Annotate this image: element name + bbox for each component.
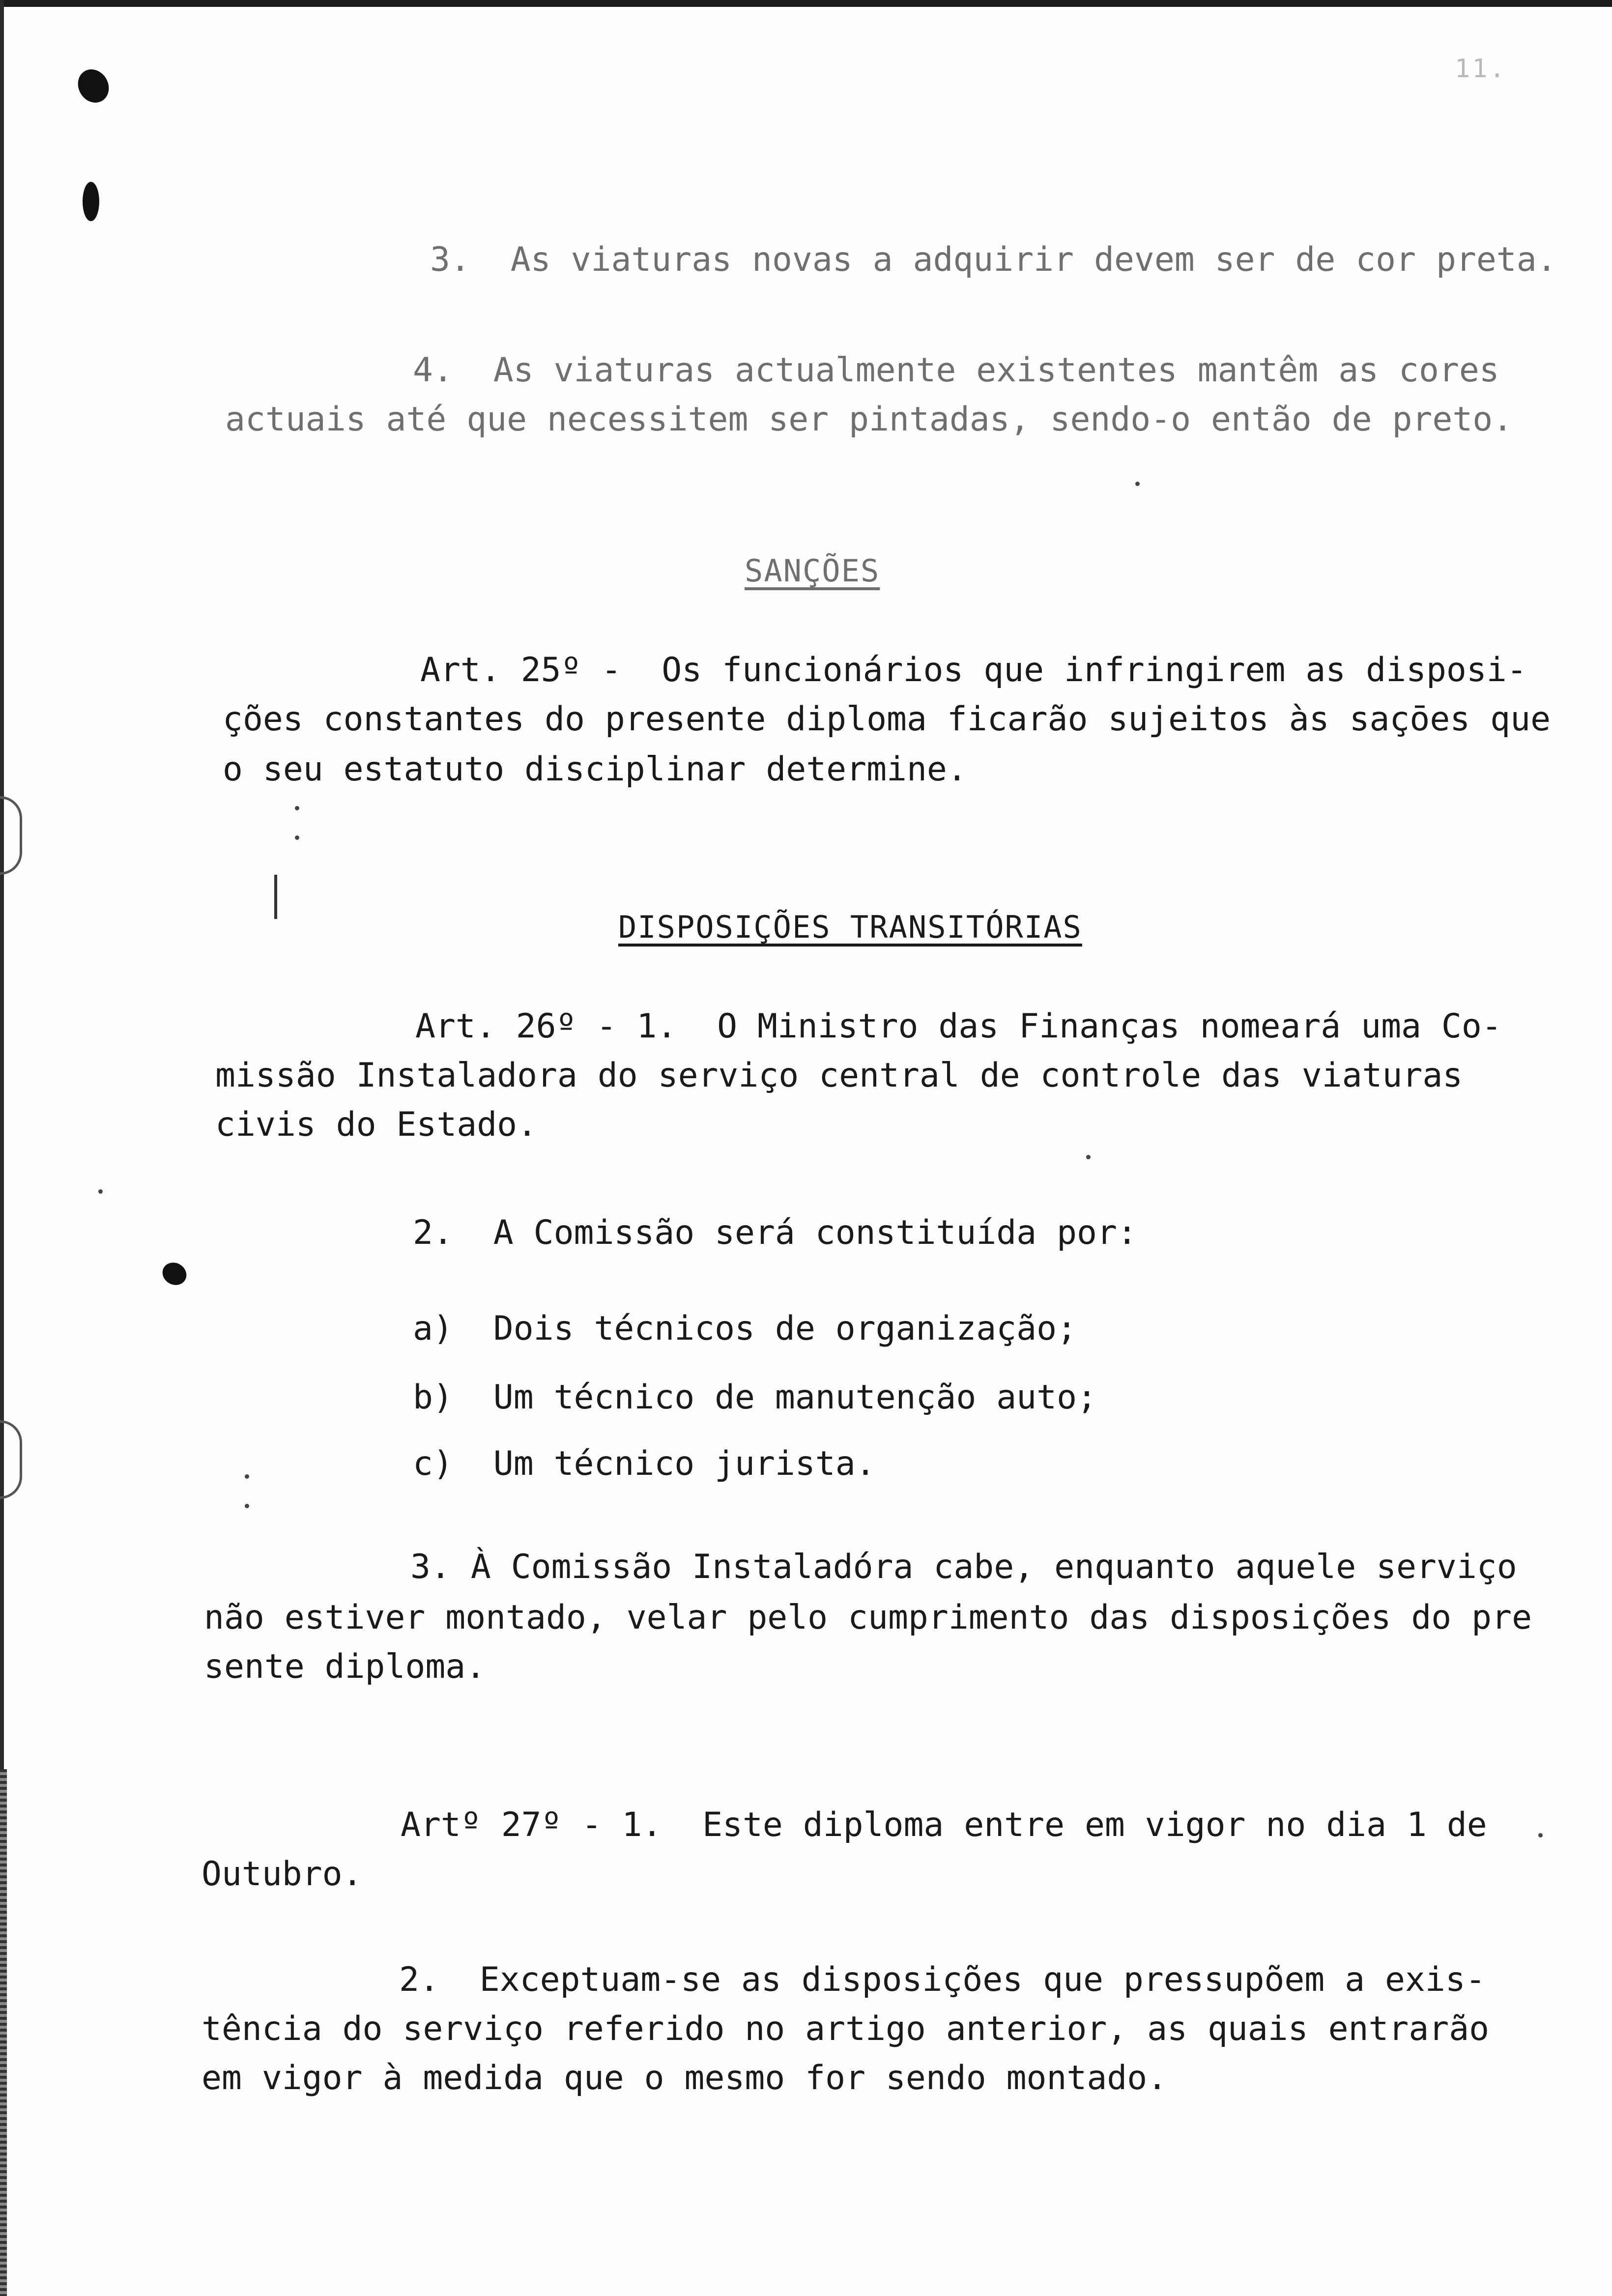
art-25-line-3: o seu estatuto disciplinar determine. <box>223 750 967 789</box>
art-25-line-1: Art. 25º - Os funcionários que infringirem as disposi- <box>420 651 1527 689</box>
art-27-item-2-line-1: 2. Exceptuam-se as disposições que pressupõem a exis- <box>399 1960 1486 1999</box>
page-number: 11. <box>1455 54 1507 84</box>
art-26-item-2: 2. A Comissão será constituída por: <box>413 1213 1137 1252</box>
speck <box>1135 482 1140 486</box>
art-26-item-2a: a) Dois técnicos de organização; <box>413 1309 1077 1348</box>
speck <box>98 1189 103 1194</box>
speck <box>245 1474 249 1479</box>
scan-top-edge <box>0 0 1612 7</box>
punch-hole-mark <box>0 1420 22 1499</box>
art-27-line-2: Outubro. <box>202 1855 363 1894</box>
speck <box>1086 1155 1091 1159</box>
item-3-line: 3. As viaturas novas a adquirir devem ser de cor preta. <box>430 240 1557 279</box>
section-heading-sancoes: SANÇÕES <box>745 553 880 589</box>
section-heading-disposicoes-transitorias: DISPOSIÇÕES TRANSITÓRIAS <box>618 909 1082 945</box>
art-26-item-3-line-1: 3. À Comissão Instaladóra cabe, enquanto aquele serviço <box>410 1548 1517 1586</box>
art-26-item-3-line-2: não estiver montado, velar pelo cumprimento das disposições do pre <box>204 1598 1532 1637</box>
ink-blot <box>83 182 99 221</box>
speck <box>245 1504 249 1508</box>
speck <box>295 835 299 840</box>
art-26-line-2: missão Instaladora do serviço central de controle das viaturas <box>215 1056 1463 1095</box>
scan-left-edge-noise <box>0 1769 7 2296</box>
ink-blot <box>72 64 115 109</box>
item-4-line-1: 4. As viaturas actualmente existentes mantêm as cores <box>413 351 1499 390</box>
ink-blot <box>158 1258 190 1289</box>
speck <box>295 806 299 810</box>
scan-mark <box>274 875 277 919</box>
art-27-item-2-line-3: em vigor à medida que o mesmo for sendo montado. <box>202 2059 1168 2097</box>
art-26-line-1: Art. 26º - 1. O Ministro das Finanças nomeará uma Co- <box>415 1007 1502 1046</box>
item-4-line-2: actuais até que necessitem ser pintadas, sendo-o então de preto. <box>225 400 1513 439</box>
art-26-item-2b: b) Um técnico de manutenção auto; <box>413 1378 1097 1417</box>
art-27-line-1: Artº 27º - 1. Este diploma entre em vigor no dia 1 de <box>401 1806 1487 1844</box>
art-27-item-2-line-2: tência do serviço referido no artigo anterior, as quais entrarão <box>202 2009 1490 2048</box>
art-26-line-3: civis do Estado. <box>215 1105 538 1144</box>
punch-hole-mark <box>0 796 22 875</box>
art-25-line-2: ções constantes do presente diploma ficarão sujeitos às saçōes que <box>223 700 1551 739</box>
art-26-item-2c: c) Um técnico jurista. <box>413 1444 876 1483</box>
art-26-item-3-line-3: sente diploma. <box>204 1647 486 1686</box>
speck <box>1538 1833 1543 1837</box>
